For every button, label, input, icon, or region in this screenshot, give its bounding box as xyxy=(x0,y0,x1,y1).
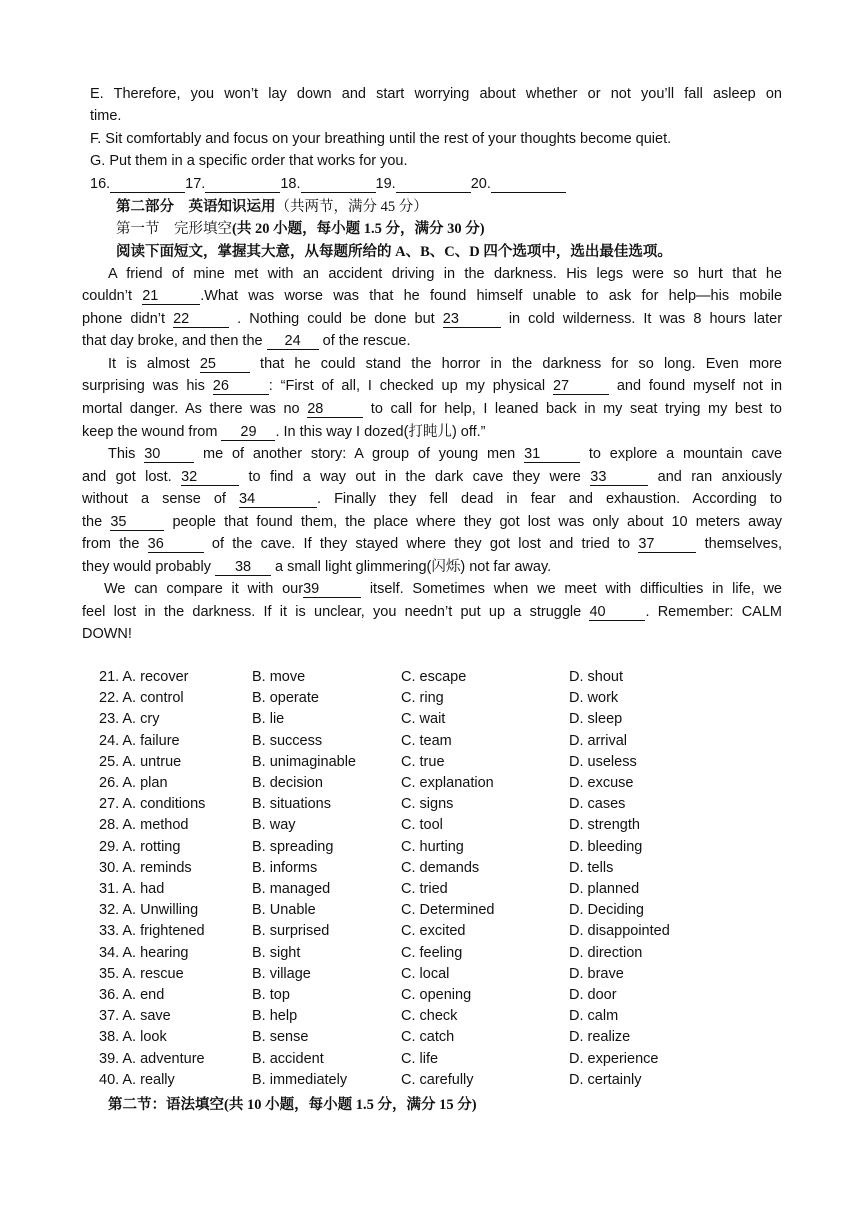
option-c[interactable]: C. feeling xyxy=(401,944,463,961)
blank-32[interactable]: 32 xyxy=(181,469,239,486)
blank-31[interactable]: 31 xyxy=(524,446,580,463)
option-a[interactable]: 36. A. end xyxy=(99,987,165,1003)
answer-blank[interactable] xyxy=(301,176,376,193)
option-c[interactable]: C. excited xyxy=(401,923,466,940)
answer-blank[interactable] xyxy=(205,176,280,193)
option-a[interactable]: 37. A. save xyxy=(99,1008,171,1025)
option-d[interactable]: D. work xyxy=(569,690,619,707)
option-a[interactable]: 39. A. adventure xyxy=(99,1050,205,1067)
option-a[interactable]: 31. A. had xyxy=(99,881,165,897)
option-d[interactable]: D. calm xyxy=(569,1008,619,1025)
option-d[interactable]: D. shout xyxy=(569,669,623,685)
option-a[interactable]: 24. A. failure xyxy=(99,732,180,749)
option-a[interactable]: 30. A. reminds xyxy=(99,859,192,876)
option-a[interactable]: 22. A. control xyxy=(99,690,184,707)
option-b[interactable]: B. help xyxy=(252,1008,298,1025)
passage-line: keep the wound from 29 . In this way I dozed(打盹儿) off.” xyxy=(82,424,486,440)
option-c[interactable]: C. Determined xyxy=(401,902,495,919)
option-c[interactable]: C. hurting xyxy=(401,838,464,855)
passage-line: and got lost. 32 to find a way out in the dark cave they were 33 and ran anxiously xyxy=(82,469,783,485)
blank-27[interactable]: 27 xyxy=(553,378,609,395)
option-b[interactable]: B. Unable xyxy=(252,902,316,919)
passage-line: mortal danger. As there was no 28 to call for help, I leaned back in my seat trying my best to xyxy=(82,401,782,417)
option-d[interactable]: D. planned xyxy=(569,881,640,897)
option-d[interactable]: D. experience xyxy=(569,1050,659,1067)
option-c[interactable]: C. wait xyxy=(401,711,446,728)
option-d[interactable]: D. strength xyxy=(569,817,640,834)
option-a[interactable]: 27. A. conditions xyxy=(99,796,206,813)
option-c[interactable]: C. check xyxy=(401,1008,458,1025)
passage-line: DOWN! xyxy=(82,626,132,642)
option-a[interactable]: 40. A. really xyxy=(99,1071,175,1088)
blank-30[interactable]: 30 xyxy=(144,446,194,463)
blank-34[interactable]: 34 xyxy=(239,491,317,508)
passage-line: phone didn’t 22 . Nothing could be done but 23 in cold wilderness. It was 8 hours later xyxy=(82,311,783,327)
option-c[interactable]: C. escape xyxy=(401,669,467,685)
blank-24[interactable]: 24 xyxy=(267,333,319,350)
section-one-heading: 第一节 完形填空(共 20 小题，每小题 1.5 分，满分 30 分) xyxy=(116,221,485,237)
option-c[interactable]: C. signs xyxy=(401,796,454,813)
answer-blank[interactable] xyxy=(396,176,471,193)
blank-39[interactable]: 39 xyxy=(303,581,361,598)
blank-21[interactable]: 21 xyxy=(142,288,200,305)
option-b[interactable]: B. village xyxy=(252,965,311,982)
passage-line: This 30 me of another story: A group of young men 31 to explore a mountain cave xyxy=(108,446,783,462)
option-c[interactable]: C. tried xyxy=(401,881,448,897)
option-a[interactable]: 38. A. look xyxy=(99,1029,167,1046)
section-two-heading: 第二节：语法填空(共 10 小题，每小题 1.5 分，满分 15 分) xyxy=(108,1097,477,1113)
option-c[interactable]: C. opening xyxy=(401,987,472,1003)
option-b[interactable]: B. managed xyxy=(252,881,331,897)
blank-36[interactable]: 36 xyxy=(148,536,204,553)
option-d[interactable]: D. certainly xyxy=(569,1071,642,1088)
option-d[interactable]: D. sleep xyxy=(569,711,623,728)
option-f: F. Sit comfortably and focus on your breathing until the rest of your thoughts become quiet. xyxy=(90,131,672,147)
option-b[interactable]: B. move xyxy=(252,669,306,685)
answer-blank[interactable] xyxy=(491,176,566,193)
option-b[interactable]: B. immediately xyxy=(252,1071,348,1088)
option-e: E. Therefore, you won’t lay down and start worrying about whether or not you’ll fall asleep on xyxy=(90,86,782,102)
option-d[interactable]: D. cases xyxy=(569,796,626,813)
option-c[interactable]: C. tool xyxy=(401,817,443,834)
blank-23[interactable]: 23 xyxy=(443,311,501,328)
option-a[interactable]: 26. A. plan xyxy=(99,775,168,791)
blank-38[interactable]: 38 xyxy=(215,559,271,576)
option-b[interactable]: B. top xyxy=(252,987,290,1003)
passage-line: feel lost in the darkness. If it is unclear, you needn’t put up a struggle 40 . Remember: CALM xyxy=(82,604,782,620)
answer-row: 16. 17. 18. 19. 20. xyxy=(90,173,790,195)
option-c[interactable]: C. explanation xyxy=(401,775,494,791)
option-d[interactable]: D. tells xyxy=(569,859,614,876)
passage-line: they would probably 38 a small light glimmering(闪烁) not far away. xyxy=(82,559,552,575)
option-b[interactable]: B. unimaginable xyxy=(252,753,356,770)
option-b[interactable]: B. sense xyxy=(252,1029,309,1046)
option-b[interactable]: B. surprised xyxy=(252,923,330,940)
option-a[interactable]: 23. A. cry xyxy=(99,711,160,728)
option-b[interactable]: B. situations xyxy=(252,796,331,813)
passage-line: couldn’t 21 .What was worse was that he found himself unable to ask for help—his mobile xyxy=(82,288,783,304)
blank-40[interactable]: 40 xyxy=(589,604,645,621)
option-a[interactable]: 21. A. recover xyxy=(99,669,189,685)
option-a[interactable]: 25. A. untrue xyxy=(99,753,182,770)
option-a[interactable]: 32. A. Unwilling xyxy=(99,902,199,919)
option-c[interactable]: C. team xyxy=(401,732,452,749)
option-c[interactable]: C. true xyxy=(401,753,445,770)
instructions: 阅读下面短文，掌握其大意，从每题所给的 A、B、C、D 四个选项中，选出最佳选项。 xyxy=(116,244,672,260)
option-d[interactable]: D. useless xyxy=(569,753,637,770)
passage-line: that day broke, and then the 24 of the rescue. xyxy=(82,333,411,349)
option-d[interactable]: D. Deciding xyxy=(569,902,644,919)
option-b[interactable]: B. accident xyxy=(252,1050,324,1067)
option-a[interactable]: 28. A. method xyxy=(99,817,189,834)
option-b[interactable]: B. decision xyxy=(252,775,323,791)
option-d[interactable]: D. excuse xyxy=(569,775,634,791)
option-b[interactable]: B. success xyxy=(252,732,323,749)
option-d[interactable]: D. brave xyxy=(569,965,624,982)
blank-35[interactable]: 35 xyxy=(110,514,164,531)
option-c[interactable]: C. life xyxy=(401,1050,439,1067)
answer-blank[interactable] xyxy=(110,176,185,193)
option-b[interactable]: B. operate xyxy=(252,690,319,707)
option-d[interactable]: D. arrival xyxy=(569,732,628,749)
option-c[interactable]: C. local xyxy=(401,965,450,982)
option-c[interactable]: C. demands xyxy=(401,859,480,876)
blank-28[interactable]: 28 xyxy=(307,401,363,418)
option-a[interactable]: 29. A. rotting xyxy=(99,838,181,855)
option-d[interactable]: D. disappointed xyxy=(569,923,670,940)
option-b[interactable]: B. way xyxy=(252,817,296,834)
blank-26[interactable]: 26 xyxy=(213,378,269,395)
passage-line: A friend of mine met with an accident driving in the darkness. His legs were so hurt that he xyxy=(108,266,782,282)
blank-37[interactable]: 37 xyxy=(638,536,696,553)
option-d[interactable]: D. bleeding xyxy=(569,838,643,855)
option-d[interactable]: D. direction xyxy=(569,944,643,961)
option-b[interactable]: B. informs xyxy=(252,859,318,876)
option-c[interactable]: C. catch xyxy=(401,1029,455,1046)
passage-line: from the 36 of the cave. If they stayed where they got lost and tried to 37 themselves, xyxy=(82,536,782,552)
option-b[interactable]: B. sight xyxy=(252,944,301,961)
option-a[interactable]: 33. A. frightened xyxy=(99,923,205,940)
option-b[interactable]: B. lie xyxy=(252,711,285,728)
option-d[interactable]: D. door xyxy=(569,987,617,1003)
option-d[interactable]: D. realize xyxy=(569,1029,631,1046)
option-b[interactable]: B. spreading xyxy=(252,838,334,855)
blank-22[interactable]: 22 xyxy=(173,311,229,328)
passage-line: surprising was his 26 : “First of all, I checked up my physical 27 and found myself not in xyxy=(82,378,783,394)
option-c[interactable]: C. carefully xyxy=(401,1071,474,1088)
part-two-heading: 第二部分 英语知识运用（共两节，满分 45 分） xyxy=(116,199,428,215)
option-e-cont: time. xyxy=(90,108,122,124)
passage-line: We can compare it with our39 itself. Sometimes when we meet with difficulties in life, we xyxy=(104,581,783,597)
blank-33[interactable]: 33 xyxy=(590,469,648,486)
option-c[interactable]: C. ring xyxy=(401,690,444,707)
passage-line: the 35 people that found them, the place where they got lost was only about 10 meters away xyxy=(82,514,783,530)
passage-line: without a sense of 34 . Finally they fell dead in fear and exhaustion. According to xyxy=(82,491,783,507)
option-a[interactable]: 34. A. hearing xyxy=(99,944,189,961)
option-a[interactable]: 35. A. rescue xyxy=(99,965,184,982)
blank-29[interactable]: 29 xyxy=(221,424,275,441)
option-g: G. Put them in a specific order that works for you. xyxy=(90,153,408,169)
passage-line: It is almost 25 that he could stand the horror in the darkness for so long. Even more xyxy=(108,356,782,372)
blank-25[interactable]: 25 xyxy=(200,356,250,373)
